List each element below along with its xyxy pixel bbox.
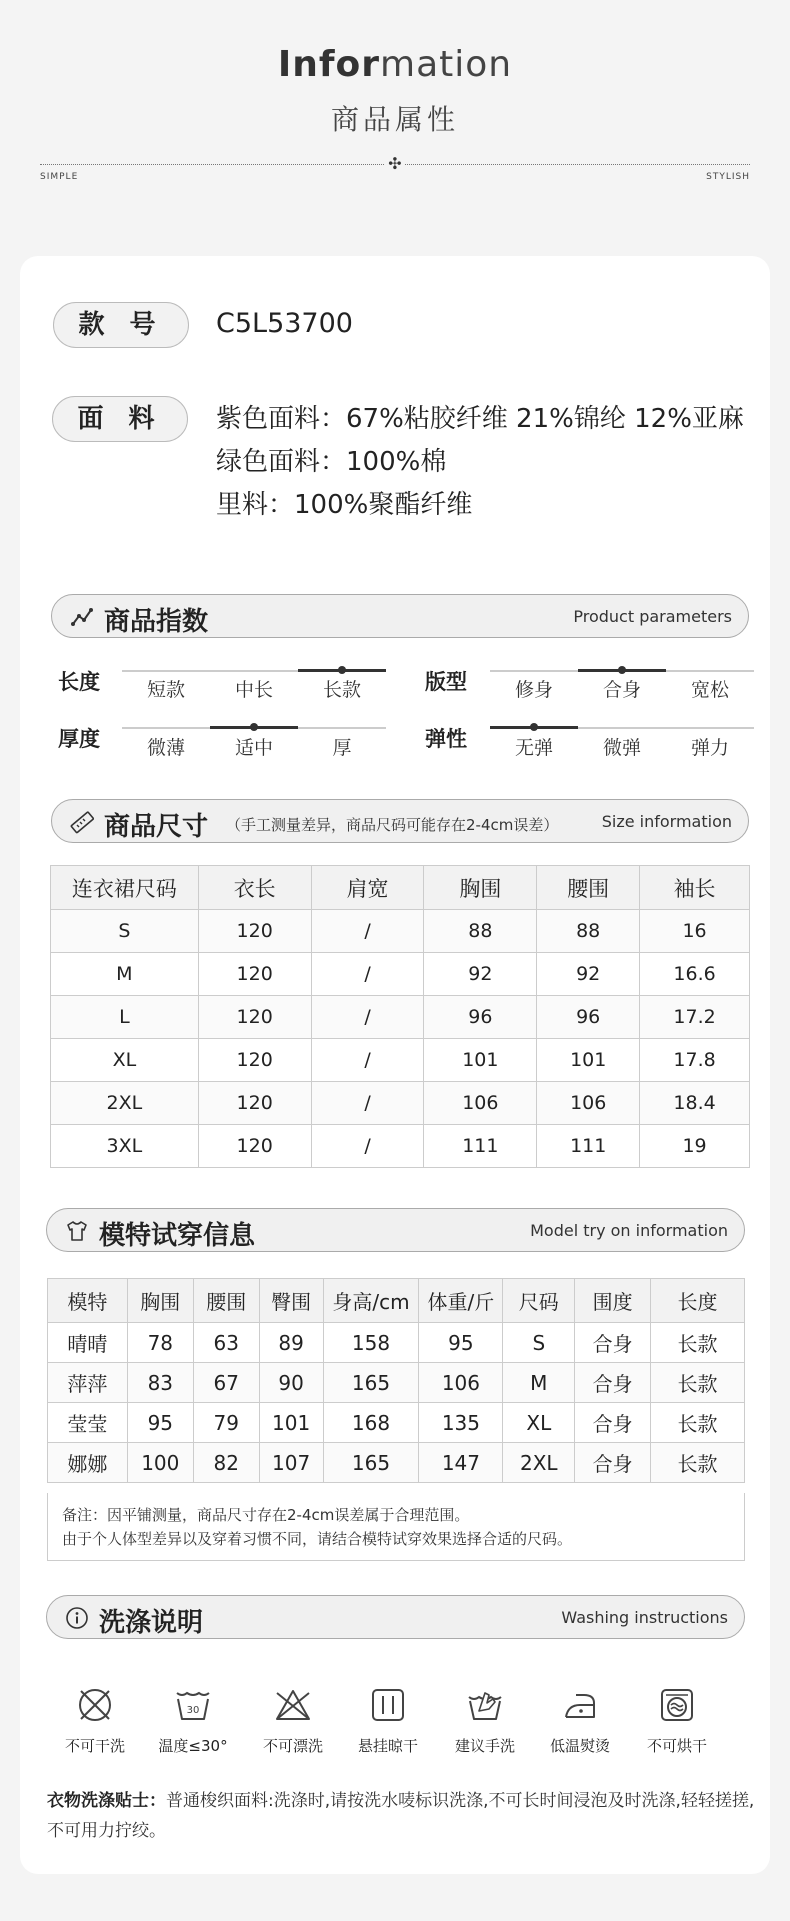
table-cell: 67 — [193, 1363, 259, 1403]
table-cell: 100 — [127, 1443, 193, 1483]
table-cell: 17.2 — [640, 996, 750, 1039]
model-col-header: 腰围 — [193, 1279, 259, 1323]
param-elasticity-option: 无弹 — [514, 737, 553, 759]
param-fit-option: 宽松 — [690, 679, 729, 701]
table-cell: 89 — [259, 1323, 323, 1363]
table-row — [51, 1082, 750, 1125]
table-cell: 合身 — [575, 1443, 651, 1483]
table-cell: 83 — [127, 1363, 193, 1403]
table-cell: 78 — [127, 1323, 193, 1363]
table-cell: / — [311, 1125, 424, 1168]
wash-item — [343, 1685, 433, 1756]
no-bleach-icon — [273, 1685, 313, 1725]
wash-item — [632, 1685, 722, 1756]
param-fit-label: 版型 — [425, 670, 467, 694]
table-cell: 101 — [424, 1039, 537, 1082]
table-row — [51, 996, 750, 1039]
table-row — [48, 1323, 745, 1363]
wash-item — [148, 1685, 238, 1756]
size-title: 商品尺寸 — [104, 812, 209, 842]
table-cell: 147 — [419, 1443, 503, 1483]
param-elasticity-option: 微弹 — [602, 737, 641, 759]
wash-temp: 30 — [186, 1705, 200, 1716]
table-cell: 120 — [198, 953, 311, 996]
table-cell: M — [51, 953, 199, 996]
size-col-header: 肩宽 — [311, 866, 424, 910]
param-length-option: 中长 — [234, 679, 273, 701]
table-cell: 合身 — [575, 1323, 651, 1363]
fabric-line: 里料：100%聚酯纤维 — [216, 490, 473, 520]
table-cell: 106 — [537, 1082, 640, 1125]
wash-label: 不可烘干 — [646, 1737, 707, 1755]
ruler-icon — [70, 810, 94, 834]
size-col-header: 衣长 — [198, 866, 311, 910]
table-cell: 120 — [198, 1125, 311, 1168]
model-col-header: 身高/cm — [323, 1279, 419, 1323]
size-col-header: 袖长 — [640, 866, 750, 910]
hang-dry-icon — [368, 1685, 408, 1725]
table-row — [48, 1443, 745, 1483]
model-title: 模特试穿信息 — [99, 1221, 256, 1251]
model-col-header: 长度 — [651, 1279, 745, 1323]
page-title — [0, 44, 790, 85]
cross-icon: ✣ — [385, 154, 405, 174]
wash-30-icon — [173, 1685, 213, 1725]
wash-title-en: Washing instructions — [561, 1608, 728, 1627]
title-bold: Infor — [277, 44, 381, 85]
table-cell: 101 — [537, 1039, 640, 1082]
table-cell: M — [503, 1363, 575, 1403]
wash-section-bar — [46, 1595, 745, 1639]
wash-label: 低温熨烫 — [549, 1737, 610, 1755]
model-section-bar — [46, 1208, 745, 1252]
table-cell: 88 — [424, 910, 537, 953]
table-cell: 2XL — [51, 1082, 199, 1125]
size-table-header — [51, 866, 750, 910]
size-note: （手工测量差异，商品尺码可能存在2-4cm误差） — [226, 816, 559, 834]
params-title-en: Product parameters — [573, 607, 732, 626]
model-col-header: 模特 — [48, 1279, 128, 1323]
tag-simple: SIMPLE — [40, 172, 79, 182]
table-cell: / — [311, 1039, 424, 1082]
model-col-header: 臀围 — [259, 1279, 323, 1323]
table-row — [48, 1403, 745, 1443]
info-icon — [65, 1606, 89, 1630]
wash-tip — [47, 1786, 759, 1846]
table-cell: / — [311, 953, 424, 996]
fabric-label: 面 料 — [52, 396, 188, 442]
no-tumble-dry-icon — [657, 1685, 697, 1725]
table-cell: S — [503, 1323, 575, 1363]
table-cell: 165 — [323, 1363, 419, 1403]
table-cell: 95 — [419, 1323, 503, 1363]
model-table — [47, 1278, 745, 1483]
table-row — [51, 953, 750, 996]
param-thickness-label: 厚度 — [58, 727, 100, 751]
wash-label: 不可漂洗 — [262, 1737, 323, 1755]
wash-item — [248, 1685, 338, 1756]
table-cell: 92 — [424, 953, 537, 996]
model-note-line: 由于个人体型差异以及穿着习惯不同，请结合模特试穿效果选择合适的尺码。 — [62, 1530, 573, 1548]
table-cell: XL — [503, 1403, 575, 1443]
param-length-label: 长度 — [58, 670, 100, 694]
param-fit-dot — [618, 666, 626, 674]
table-cell: 莹莹 — [48, 1403, 128, 1443]
table-cell: 17.8 — [640, 1039, 750, 1082]
wash-item — [440, 1685, 530, 1756]
table-cell: 120 — [198, 910, 311, 953]
param-length-option: 短款 — [146, 679, 185, 701]
wash-label: 温度≤30° — [158, 1737, 228, 1755]
table-cell: 111 — [424, 1125, 537, 1168]
table-cell: 90 — [259, 1363, 323, 1403]
model-title-en: Model try on information — [530, 1221, 728, 1240]
model-note-box — [47, 1493, 745, 1561]
table-cell: 合身 — [575, 1363, 651, 1403]
table-cell: 165 — [323, 1443, 419, 1483]
table-cell: 长款 — [651, 1403, 745, 1443]
size-col-header: 胸围 — [424, 866, 537, 910]
table-cell: 长款 — [651, 1443, 745, 1483]
page-subtitle: 商品属性 — [330, 103, 459, 136]
table-cell: 135 — [419, 1403, 503, 1443]
table-cell: 111 — [537, 1125, 640, 1168]
param-elasticity-option: 弹力 — [690, 737, 729, 759]
table-cell: L — [51, 996, 199, 1039]
table-cell: 88 — [537, 910, 640, 953]
param-thickness-option: 适中 — [234, 737, 273, 759]
tag-stylish: STYLISH — [706, 172, 750, 182]
table-cell: / — [311, 1082, 424, 1125]
table-cell: 101 — [259, 1403, 323, 1443]
table-row — [51, 910, 750, 953]
size-col-header: 腰围 — [537, 866, 640, 910]
code-label: 款 号 — [53, 302, 189, 348]
fabric-line: 紫色面料：67%粘胶纤维 21%锦纶 12%亚麻 — [216, 404, 744, 434]
model-col-header: 胸围 — [127, 1279, 193, 1323]
table-cell: 长款 — [651, 1363, 745, 1403]
table-cell: 107 — [259, 1443, 323, 1483]
table-cell: XL — [51, 1039, 199, 1082]
table-cell: 16 — [640, 910, 750, 953]
wash-title: 洗涤说明 — [99, 1608, 204, 1638]
table-cell: 120 — [198, 996, 311, 1039]
param-thickness-dot — [250, 723, 258, 731]
table-cell: 合身 — [575, 1403, 651, 1443]
model-col-header: 尺码 — [503, 1279, 575, 1323]
table-cell: 晴晴 — [48, 1323, 128, 1363]
model-table-header — [48, 1279, 745, 1323]
table-cell: / — [311, 910, 424, 953]
params-title: 商品指数 — [104, 607, 209, 637]
params-section-bar — [51, 594, 749, 638]
table-cell: 长款 — [651, 1323, 745, 1363]
fabric-line: 绿色面料：100%棉 — [216, 447, 447, 477]
param-fit-option: 合身 — [602, 679, 641, 701]
table-cell: 168 — [323, 1403, 419, 1443]
table-cell: 158 — [323, 1323, 419, 1363]
param-thickness-option: 厚 — [332, 737, 352, 759]
wash-label: 悬挂晾干 — [357, 1737, 418, 1755]
param-elasticity-dot — [530, 723, 538, 731]
table-cell: 18.4 — [640, 1082, 750, 1125]
table-cell: / — [311, 996, 424, 1039]
hand-wash-icon — [465, 1685, 505, 1725]
model-note-line: 备注：因平铺测量，商品尺寸存在2-4cm误差属于合理范围。 — [62, 1506, 470, 1524]
table-cell: 120 — [198, 1039, 311, 1082]
table-row — [51, 1039, 750, 1082]
table-cell: 96 — [424, 996, 537, 1039]
table-cell: 16.6 — [640, 953, 750, 996]
size-table — [50, 865, 750, 1168]
table-row — [48, 1363, 745, 1403]
wash-tip-text: 普通梭织面料:洗涤时,请按洗水唛标识洗涤,不可长时间浸泡及时洗涤,轻轻搓搓,不可用力拧绞。 — [47, 1791, 755, 1841]
param-length-option: 长款 — [322, 679, 361, 701]
wash-tip-label: 衣物洗涤贴士： — [47, 1791, 166, 1811]
param-thickness-option: 微薄 — [146, 737, 185, 759]
table-cell: 92 — [537, 953, 640, 996]
param-length-dot — [338, 666, 346, 674]
table-cell: 96 — [537, 996, 640, 1039]
model-col-header: 体重/斤 — [419, 1279, 503, 1323]
wash-item — [50, 1685, 140, 1756]
tshirt-icon — [65, 1219, 89, 1243]
param-elasticity-label: 弹性 — [425, 727, 467, 751]
table-cell: 82 — [193, 1443, 259, 1483]
trend-line-icon — [70, 605, 94, 629]
table-cell: 120 — [198, 1082, 311, 1125]
table-cell: 萍萍 — [48, 1363, 128, 1403]
size-title-en: Size information — [601, 812, 732, 831]
low-iron-icon — [560, 1685, 600, 1725]
table-cell: 19 — [640, 1125, 750, 1168]
table-cell: S — [51, 910, 199, 953]
wash-item — [535, 1685, 625, 1756]
table-cell: 106 — [424, 1082, 537, 1125]
wash-label: 不可干洗 — [64, 1737, 125, 1755]
size-section-bar — [51, 799, 749, 843]
table-cell: 娜娜 — [48, 1443, 128, 1483]
table-cell: 95 — [127, 1403, 193, 1443]
param-fit-option: 修身 — [514, 679, 553, 701]
model-col-header: 围度 — [575, 1279, 651, 1323]
title-light: mation — [380, 44, 513, 85]
no-dry-clean-icon — [75, 1685, 115, 1725]
table-row — [51, 1125, 750, 1168]
table-cell: 2XL — [503, 1443, 575, 1483]
table-cell: 3XL — [51, 1125, 199, 1168]
table-cell: 106 — [419, 1363, 503, 1403]
wash-label: 建议手洗 — [454, 1737, 515, 1755]
code-value: C5L53700 — [216, 308, 353, 339]
table-cell: 63 — [193, 1323, 259, 1363]
table-cell: 79 — [193, 1403, 259, 1443]
size-col-header: 连衣裙尺码 — [51, 866, 199, 910]
